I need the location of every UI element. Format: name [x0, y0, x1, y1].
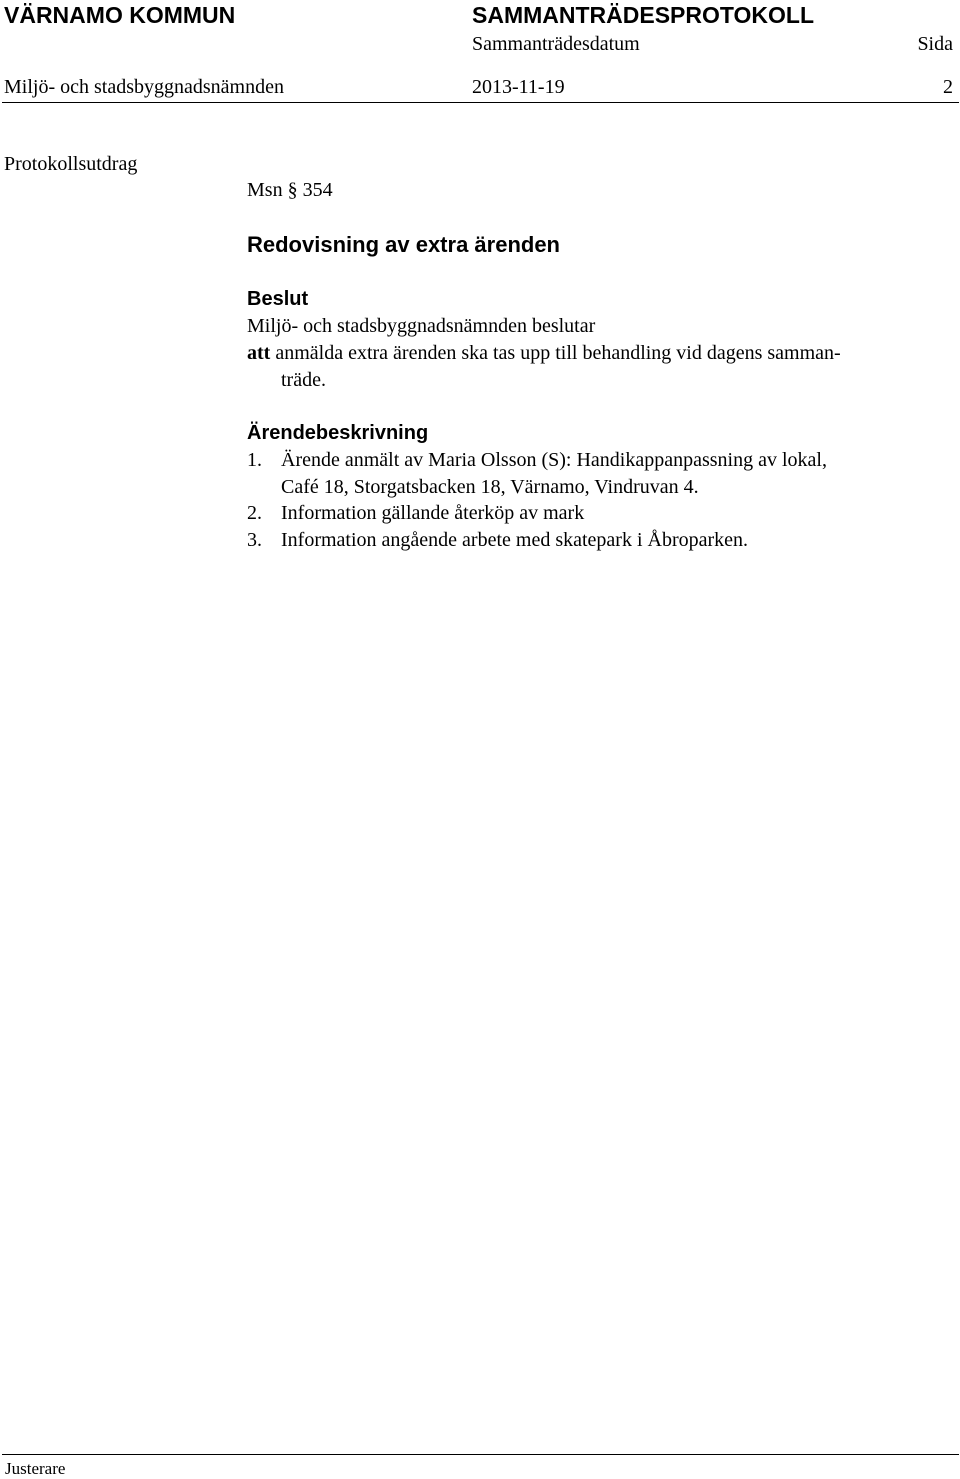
paragraph-reference: Msn § 354: [247, 179, 333, 201]
extract-label: Protokollsutdrag: [4, 153, 138, 175]
document-type: SAMMANTRÄDESPROTOKOLL: [472, 2, 815, 28]
decision-text-continuation: träde.: [281, 369, 326, 391]
case-title: Redovisning av extra ärenden: [247, 232, 560, 257]
meeting-date: 2013-11-19: [472, 76, 565, 98]
footer-divider: [2, 1454, 959, 1455]
list-item-text: Ärende anmält av Maria Olsson (S): Handikappanpassning av lokal,: [281, 449, 827, 471]
description-heading: Ärendebeskrivning: [247, 422, 429, 444]
decision-intro: Miljö- och stadsbyggnadsnämnden beslutar: [247, 315, 596, 337]
header-divider: [2, 102, 959, 103]
adjuster-label: Justerare: [5, 1459, 66, 1478]
list-item-text: Information gällande återköp av mark: [281, 502, 585, 524]
meeting-date-label: Sammanträdesdatum: [472, 33, 640, 55]
decision-text: anmälda extra ärenden ska tas upp till behandling vid dagens samman-: [270, 342, 841, 364]
list-item-text: Information angående arbete med skatepark i Åbroparken.: [281, 529, 749, 551]
list-item-number: 1.: [247, 449, 262, 471]
list-item-text-continuation: Café 18, Storgatsbacken 18, Värnamo, Vindruvan 4.: [281, 476, 699, 498]
list-item-number: 3.: [247, 529, 262, 551]
organization-name: VÄRNAMO KOMMUN: [4, 2, 236, 28]
page-label: Sida: [917, 33, 953, 55]
decision-heading: Beslut: [247, 288, 309, 310]
committee-name: Miljö- och stadsbyggnadsnämnden: [4, 76, 284, 98]
list-item-number: 2.: [247, 502, 262, 524]
att-keyword: att: [247, 342, 271, 364]
decision-text-line: [247, 340, 841, 366]
page-number: 2: [943, 76, 953, 98]
